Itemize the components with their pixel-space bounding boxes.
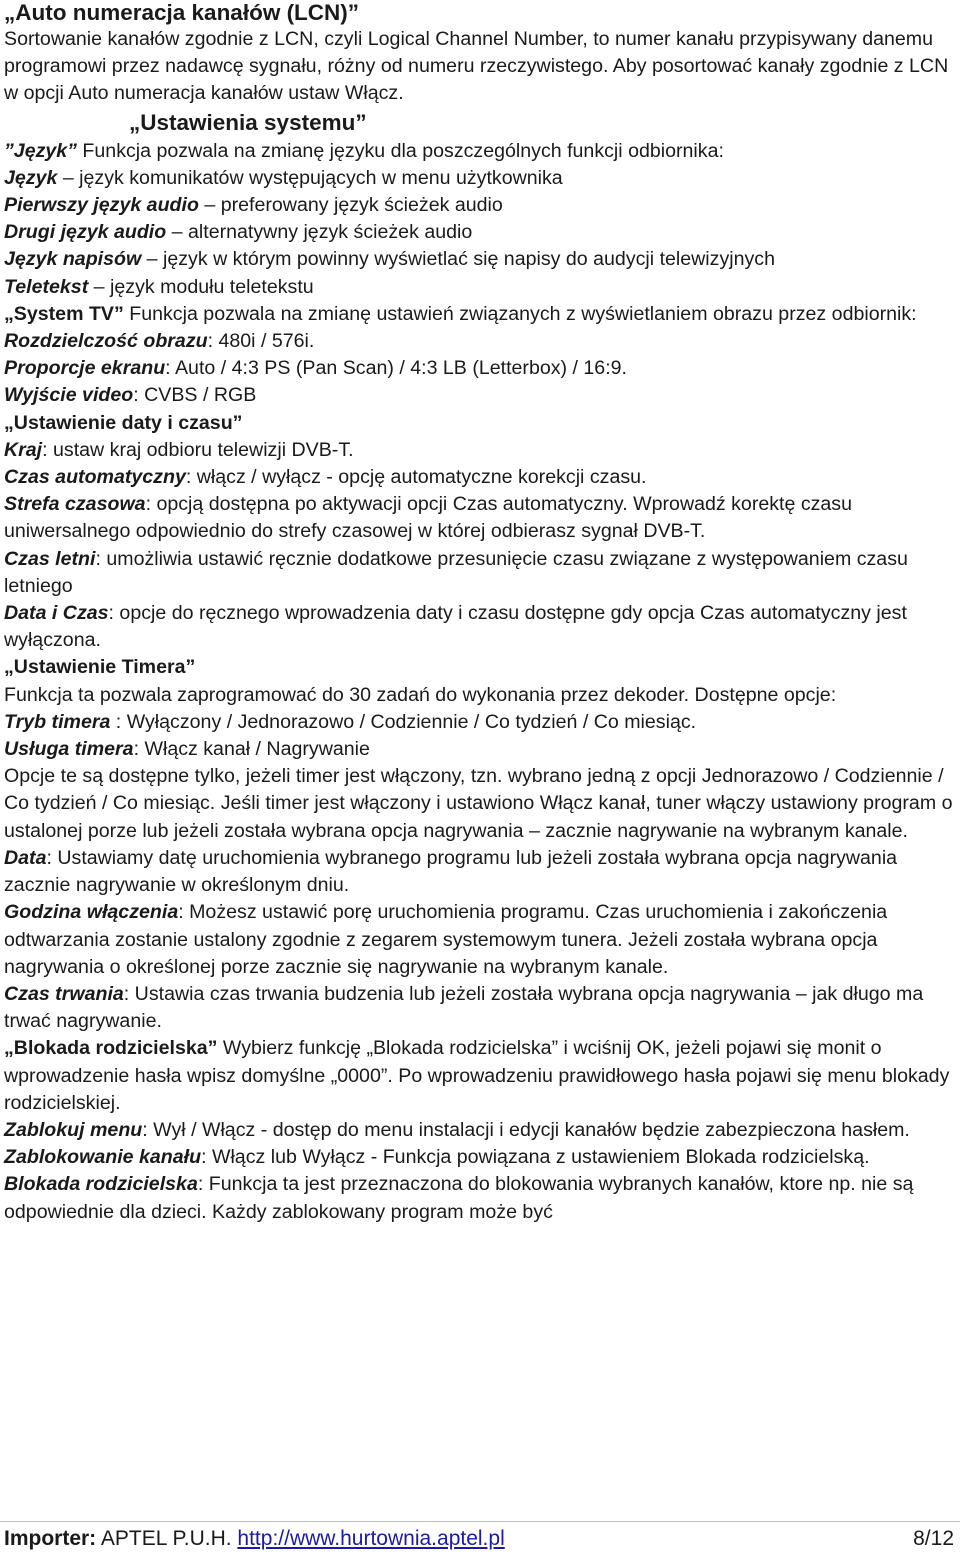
- term: Teletekst: [4, 275, 89, 298]
- document-body: [4, 0, 956, 1226]
- parental-intro: [4, 1035, 956, 1117]
- timer-note: Opcje te są dostępne tylko, jeżeli timer jest włączony, tzn. wybrano jedną z opcji Jednorazowo / Codziennie / Co tydzień / Co miesiąc. Jeśli timer jest włączony i ustawiono Włącz kanał, tuner włączy ustawiony program o ustalonej porze lub jeżeli została wybrana opcja nagrywania – zacznie nagrywanie na wybranym kanale.: [4, 765, 953, 842]
- term: „System TV”: [4, 302, 124, 325]
- date-item: [4, 546, 956, 600]
- importer-label: Importer:: [4, 1527, 97, 1550]
- section-title-system: „Ustawienia systemu”: [129, 109, 367, 135]
- definition: : opcje do ręcznego wprowadzenia daty i czasu dostępne gdy opcja Czas automatyczny jest wyłączona.: [4, 602, 907, 652]
- term: Wyjście video: [4, 384, 134, 407]
- tv-item: [4, 382, 956, 409]
- timer-item: [4, 845, 956, 899]
- term: Usługa timera: [4, 738, 134, 761]
- term: Drugi język audio: [4, 221, 167, 244]
- term: Zablokuj menu: [4, 1118, 143, 1141]
- definition: : Ustawiamy datę uruchomienia wybranego programu lub jeżeli została wybrana opcja nagrywania zacznie nagrywanie w określonym dniu.: [4, 846, 898, 897]
- definition: : ustaw kraj odbioru telewizji DVB-T.: [42, 438, 354, 461]
- website-link[interactable]: http://www.hurtownia.aptel.pl: [237, 1527, 505, 1550]
- term: Pierwszy język audio: [4, 194, 199, 217]
- page-footer: [0, 1521, 960, 1556]
- timer-item: [4, 899, 956, 981]
- definition: : Auto / 4:3 PS (Pan Scan) / 4:3 LB (Letterbox) / 16:9.: [165, 357, 627, 380]
- definition: : Funkcja ta jest przeznaczona do blokowania wybranych kanałów, ktore np. nie są odpowiednie dla dzieci. Każdy zablokowany program może być: [4, 1173, 914, 1223]
- definition: Funkcja pozwala na zmianę języku dla poszczególnych funkcji odbiornika:: [76, 139, 724, 162]
- definition: : opcją dostępna po aktywacji opcji Czas automatyczny. Wprowadź korektę czasu uniwersalnego odpowiednio do strefy czasowej w której odbierasz sygnał DVB-T.: [4, 493, 853, 543]
- term: Czas letni: [4, 547, 96, 570]
- definition: : Włącz lub Wyłącz - Funkcja powiązana z ustawieniem Blokada rodzicielską.: [201, 1146, 870, 1169]
- language-item: [4, 165, 956, 192]
- date-item: [4, 600, 956, 654]
- definition: : Ustawia czas trwania budzenia lub jeżeli została wybrana opcja nagrywania – jak długo ma trwać nagrywanie.: [4, 982, 924, 1033]
- section-title-parental: „Blokada rodzicielska”: [4, 1037, 218, 1060]
- term: Data: [4, 846, 47, 869]
- definition: : włącz / wyłącz - opcję automatyczne korekcji czasu.: [185, 466, 647, 489]
- definition: : umożliwia ustawić ręcznie dodatkowe przesunięcie czasu związane z występowaniem czasu letniego: [4, 547, 908, 597]
- timer-mode: [4, 709, 956, 736]
- language-item: [4, 274, 956, 301]
- term: Czas trwania: [4, 982, 124, 1005]
- timer-item: [4, 981, 956, 1035]
- term: Blokada rodzicielska: [4, 1173, 198, 1196]
- definition: : CVBS / RGB: [133, 384, 257, 407]
- definition: Wybierz funkcję „Blokada rodzicielska” i wciśnij OK, jeżeli pojawi się monit o wprowadzenie hasła wpisz domyślne „0000”. Po wprowadzeniu prawidłowego hasła pojawi się menu blokady rodzicielskiej.: [4, 1037, 950, 1114]
- term: Tryb timera: [4, 710, 111, 733]
- section-title-lcn: „Auto numeracja kanałów (LCN)”: [4, 0, 360, 25]
- definition: Funkcja pozwala na zmianę ustawień związanych z wyświetlaniem obrazu przez odbiornik:: [123, 302, 917, 325]
- language-intro: [4, 138, 956, 165]
- term: ”Język”: [4, 139, 77, 162]
- timer-intro: Funkcja ta pozwala zaprogramować do 30 zadań do wykonania przez dekoder. Dostępne opcje:: [4, 683, 837, 706]
- term: Strefa czasowa: [4, 493, 146, 516]
- definition: – język w którym powinny wyświetlać się napisy do audycji telewizyjnych: [141, 248, 775, 271]
- section-title-timer: „Ustawienie Timera”: [4, 656, 196, 679]
- term: Godzina włączenia: [4, 901, 179, 924]
- term: Zablokowanie kanału: [4, 1146, 202, 1169]
- date-item: [4, 437, 956, 464]
- definition: : Włącz kanał / Nagrywanie: [133, 738, 370, 761]
- parental-item: [4, 1117, 956, 1144]
- tv-system-intro: [4, 301, 956, 328]
- language-item: [4, 192, 956, 219]
- section-title-date: „Ustawienie daty i czasu”: [4, 411, 243, 434]
- definition: : 480i / 576i.: [207, 330, 315, 353]
- tv-item: [4, 355, 956, 382]
- definition: – język modułu teletekstu: [88, 275, 314, 298]
- language-item: [4, 219, 956, 246]
- definition: – preferowany język ścieżek audio: [198, 194, 503, 217]
- definition: : Wył / Włącz - dostęp do menu instalacji i edycji kanałów będzie zabezpieczona hasłem.: [142, 1118, 910, 1141]
- date-item: [4, 464, 956, 491]
- term: Czas automatyczny: [4, 466, 186, 489]
- parental-item: [4, 1171, 956, 1225]
- term: Kraj: [4, 438, 43, 461]
- term: Proporcje ekranu: [4, 357, 166, 380]
- language-item: [4, 246, 956, 273]
- definition: – język komunikatów występujących w menu użytkownika: [57, 166, 563, 189]
- timer-service: [4, 736, 956, 763]
- term: Język: [4, 166, 58, 189]
- definition: – alternatywny język ścieżek audio: [166, 221, 473, 244]
- date-item: [4, 491, 956, 545]
- tv-item: [4, 328, 956, 355]
- page-number: 8/12: [913, 1527, 954, 1550]
- footer-importer: [4, 1524, 505, 1554]
- definition: : Wyłączony / Jednorazowo / Codziennie / Co tydzień / Co miesiąc.: [110, 710, 697, 733]
- importer-name: APTEL P.U.H.: [96, 1527, 238, 1550]
- term: Data i Czas: [4, 602, 109, 625]
- parental-item: [4, 1144, 956, 1171]
- term: Rozdzielczość obrazu: [4, 330, 208, 353]
- term: Język napisów: [4, 248, 142, 271]
- lcn-description: Sortowanie kanałów zgodnie z LCN, czyli Logical Channel Number, to numer kanału przypisywany danemu programowi przez nadawcę sygnału, różny od numeru rzeczywistego. Aby posortować kanały zgodnie z LCN w opcji Auto numeracja kanałów ustaw Włącz.: [4, 28, 949, 105]
- definition: : Możesz ustawić porę uruchomienia programu. Czas uruchomienia i zakończenia odtwarzania zostanie ustalony zgodnie z zegarem systemowym tunera. Jeżeli została wybrana opcja nagrywania o określonej porze zacznie się nagrywanie na wybranym kanale.: [4, 901, 888, 978]
